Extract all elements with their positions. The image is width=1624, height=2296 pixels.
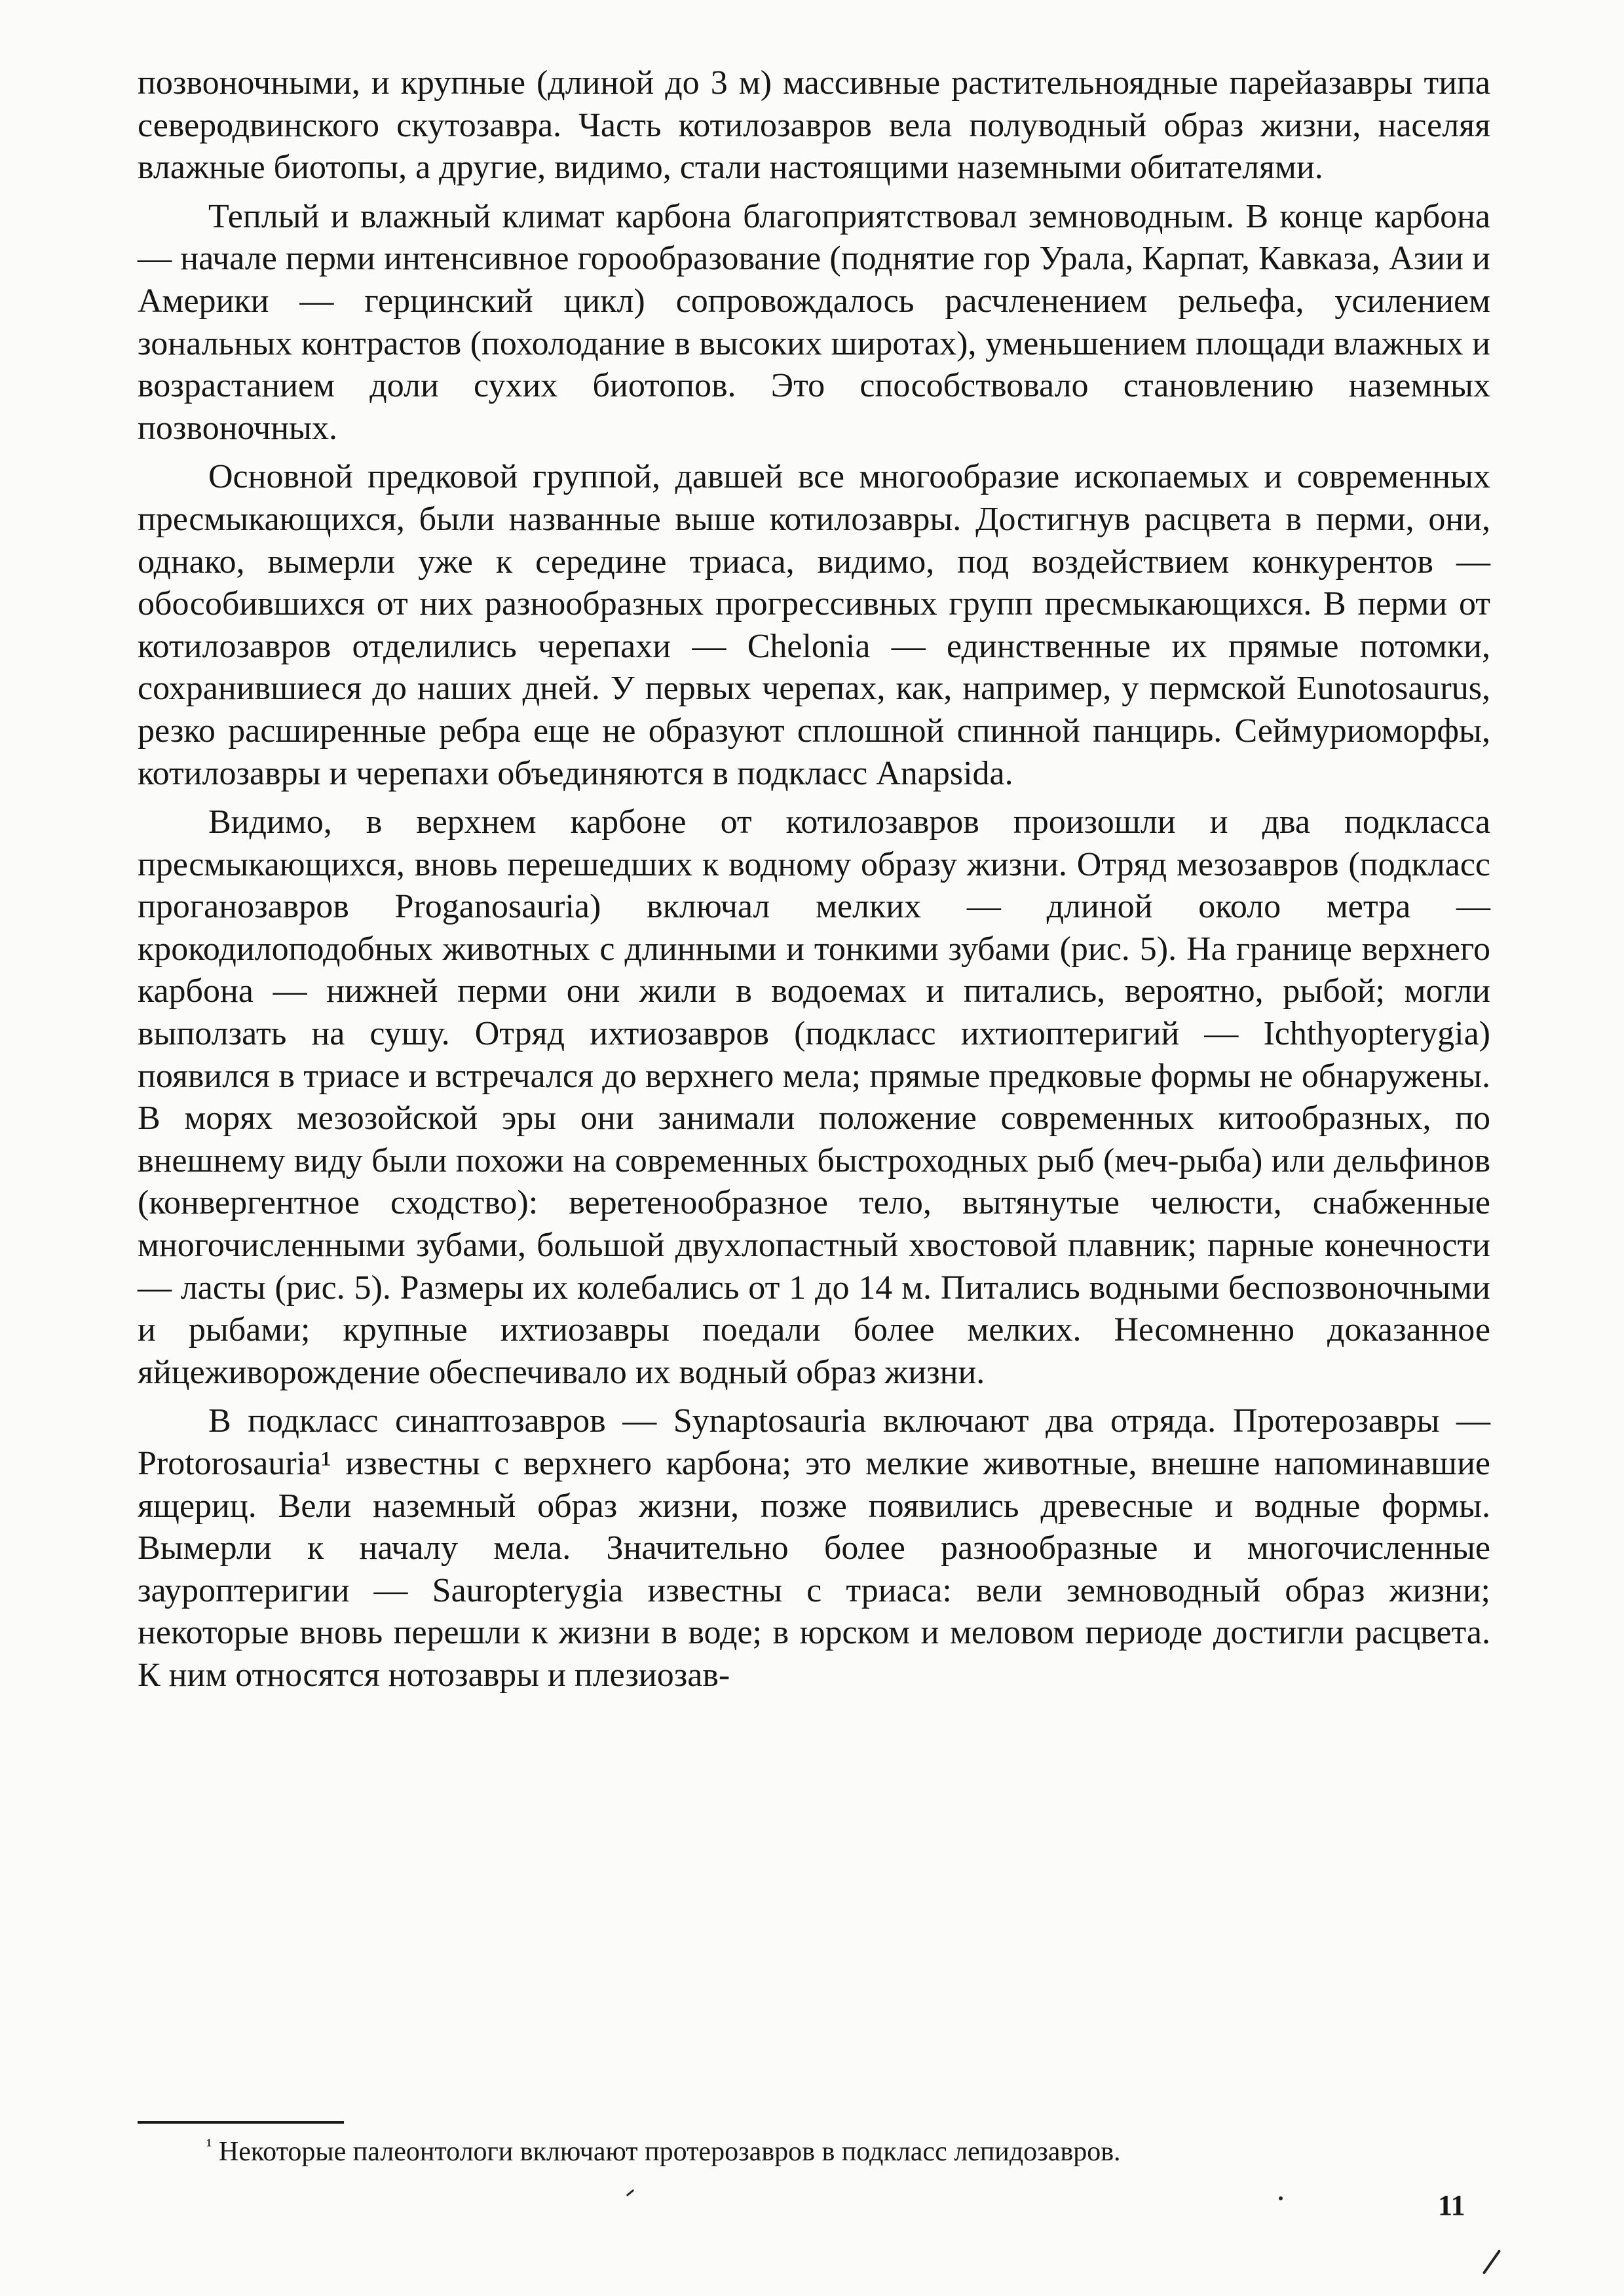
scan-speck [1279, 2196, 1283, 2200]
scan-speck [626, 2189, 635, 2196]
scan-speck [1482, 2249, 1501, 2274]
page-number: 11 [1438, 2189, 1465, 2221]
footnote [206, 2135, 1490, 2169]
paragraph-1: позвоночными, и крупные (длиной до 3 м) массивные растительноядные парейазавры типа северодвинского скутозавра. Часть котилозавров вела полуводный образ жизни, населяя влажные биотопы, а другие, видимо, стали настоящими наземными обитателями. [138, 64, 1490, 187]
paragraph-4: Видимо, в верхнем карбоне от котилозавров произошли и два подкласса пресмыкающихся, вновь перешедших к водному образу жизни. Отряд мезозавров (подкласс проганозавров Proganosauria) включал мелких — длиной около метра — крокодилоподобных животных с длинными и тонкими зубами (рис. 5). На границе верхнего карбона — нижней перми они жили в водоемах и питались, вероятно, рыбой; могли выползать на сушу. Отряд ихтиозавров (подкласс ихтиоптеригий — Ichthyopterygia) появился в триасе и встречался до верхнего мела; прямые предковые формы не обнаружены. В морях мезозойской эры они занимали положение современных китообразных, по внешнему виду были похожи на современных быстроходных рыб (меч-рыба) или дельфинов (конвергентное сходство): веретенообразное тело, вытянутые челюсти, снабженные многочисленными зубами, большой двухлопастный хвостовой плавник; парные конечности — ласты (рис. 5). Размеры их колебались от 1 до 14 м. Питались водными беспозвоночными и рыбами; крупные ихтиозавры поедали более мелких. Несомненно доказанное яйцеживорождение обеспечивало их водный образ жизни. [138, 803, 1490, 1391]
body-text [138, 62, 1490, 1704]
footnote-divider [138, 2121, 344, 2124]
paragraph-5: В подкласс синаптозавров — Synaptosauria включают два отряда. Протерозавры — Protorosauria¹ известны с верхнего карбона; это мелкие животные, внешне напоминавшие ящериц. Вели наземный образ жизни, позже появились древесные и водные формы. Вымерли к началу мела. Значительно более разнообразные и многочисленные зауроптеригии — Sauropterygia известны с триаса: вели земноводный образ жизни; некоторые вновь перешли к жизни в воде; в юрском и меловом периоде достигли расцвета. К ним относятся нотозавры и плезиозав- [138, 1402, 1490, 1694]
paragraph-2: Теплый и влажный климат карбона благоприятствовал земноводным. В конце карбона — начале перми интенсивное горообразование (поднятие гор Урала, Карпат, Кавказа, Азии и Америки — герцинский цикл) сопровождалось расчленением рельефа, усилением зональных контрастов (похолодание в высоких широтах), уменьшением площади влажных и возрастанием доли сухих биотопов. Это способствовало становлению наземных позвоночных. [138, 197, 1490, 447]
footnote-text: Некоторые палеонтологи включают протерозавров в подкласс лепидозавров. [218, 2137, 1121, 2167]
footnote-marker: ¹ [206, 2135, 212, 2156]
paragraph-3: Основной предковой группой, давшей все многообразие ископаемых и современных пресмыкающихся, были названные выше котилозавры. Достигнув расцвета в перми, они, однако, вымерли уже к середине триаса, видимо, под воздействием конкурентов — обособившихся от них разнообразных прогрессивных групп пресмыкающихся. В перми от котилозавров отделились черепахи — Chelonia — единственные их прямые потомки, сохранившиеся до наших дней. У первых черепах, как, например, у пермской Eunotosaurus, резко расширенные ребра еще не образуют сплошной спинной панцирь. Сеймуриоморфы, котилозавры и черепахи объединяются в подкласс Anapsida. [138, 458, 1490, 792]
